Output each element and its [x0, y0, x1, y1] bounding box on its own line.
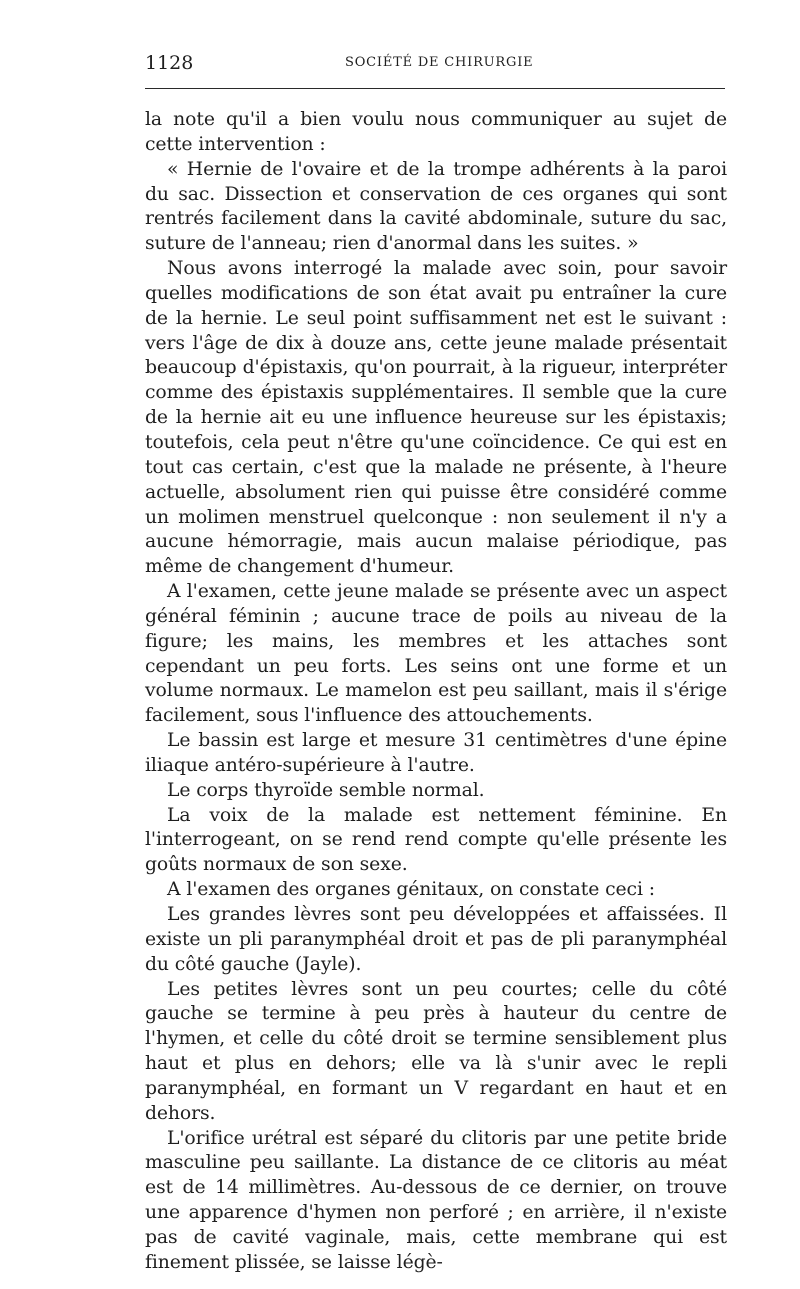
header-rule	[145, 88, 725, 89]
paragraph: Le corps thyroïde semble normal.	[167, 779, 485, 801]
page-number: 1128	[145, 52, 194, 74]
paragraph: Le bassin est large et mesure 31 centimètres d'une épine iliaque antéro-supérieure à l'autre.	[145, 730, 727, 776]
paragraph: A l'examen, cette jeune malade se présente avec un aspect général féminin ; aucune trace de poils au niveau de la figure; les mains, les membres et les attaches sont cependant un peu forts. Les seins ont une forme et un volume normaux. Le mamelon est peu saillant, mais il s'érige facilement, sous l'influence des attouchements.	[145, 581, 727, 727]
running-title: SOCIÉTÉ DE CHIRURGIE	[345, 55, 534, 70]
paragraph: la note qu'il a bien voulu nous communiquer au sujet de cette intervention :	[145, 109, 727, 155]
paragraph: Les petites lèvres sont un peu courtes; celle du côté gauche se termine à peu près à hauteur du centre de l'hymen, et celle du côté droit se termine sensiblement plus haut et plus en dehors; elle va là s'unir avec le repli paranymphéal, en formant un V regardant en haut et en dehors.	[145, 978, 727, 1124]
paragraph: L'orifice urétral est séparé du clitoris par une petite bride masculine peu saillante. La distance de ce clitoris au méat est de 14 millimètres. Au-dessous de ce dernier, on trouve une apparence d'hymen non perforé ; en arrière, il n'existe pas de cavité vaginale, mais, cette membrane qui est finement plissée, se laisse légè-	[145, 1127, 727, 1273]
paragraph: La voix de la malade est nettement féminine. En l'interrogeant, on se rend rend compte qu'elle présente les goûts normaux de son sexe.	[145, 804, 727, 876]
page-header	[145, 52, 725, 82]
body-text	[145, 108, 727, 1276]
paragraph: « Hernie de l'ovaire et de la trompe adhérents à la paroi du sac. Dissection et conservation de ces organes qui sont rentrés facilement dans la cavité abdominale, suture du sac, suture de l'anneau; rien d'anormal dans les suites. »	[145, 158, 727, 255]
paragraph: Nous avons interrogé la malade avec soin, pour savoir quelles modifications de son état avait pu entraîner la cure de la hernie. Le seul point suffisamment net est le suivant : vers l'âge de dix à douze ans, cette jeune malade présentait beaucoup d'épistaxis, qu'on pourrait, à la rigueur, interpréter comme des épistaxis supplémentaires. Il semble que la cure de la hernie ait eu une influence heureuse sur les épistaxis; toutefois, cela peut n'être qu'une coïncidence. Ce qui est en tout cas certain, c'est que la malade ne présente, à l'heure actuelle, absolument rien qui puisse être considéré comme un molimen menstruel quelconque : non seulement il n'y a aucune hémorragie, mais aucun malaise périodique, pas même de changement d'humeur.	[145, 258, 727, 578]
paragraph: A l'examen des organes génitaux, on constate ceci :	[167, 879, 655, 901]
paragraph: Les grandes lèvres sont peu développées et affaissées. Il existe un pli paranymphéal droit et pas de pli paranymphéal du côté gauche (Jayle).	[145, 904, 727, 975]
